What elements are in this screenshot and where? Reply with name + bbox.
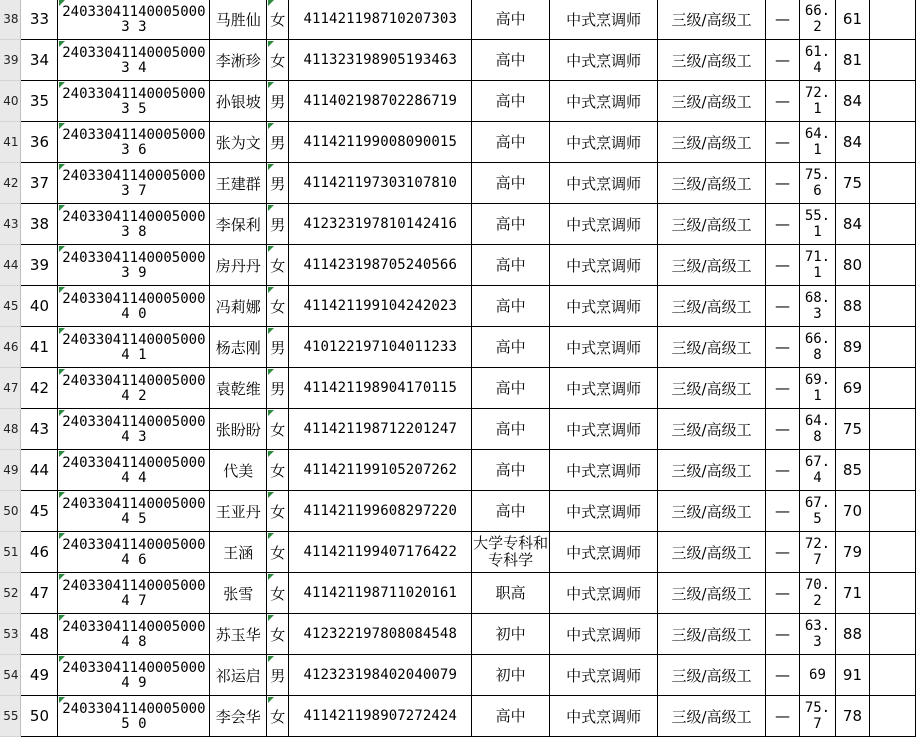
cell-dash[interactable]: — — [766, 122, 800, 163]
cell-level[interactable]: 三级/高级工 — [658, 204, 766, 245]
cell-admission-ticket[interactable]: 240330411400050004 7 — [58, 573, 210, 614]
cell-occupation[interactable]: 中式烹调师 — [550, 655, 658, 696]
cell-theory-score[interactable]: 75. 6 — [800, 163, 836, 204]
cell-serial-number[interactable]: 43 — [21, 409, 58, 450]
cell-name[interactable]: 祁运启 — [210, 655, 267, 696]
cell-level[interactable]: 三级/高级工 — [658, 327, 766, 368]
cell-practical-score[interactable]: 75 — [835, 409, 869, 450]
cell-occupation[interactable]: 中式烹调师 — [550, 450, 658, 491]
cell-education[interactable]: 高中 — [472, 450, 550, 491]
row-header[interactable]: 52 — [0, 573, 21, 614]
cell-practical-score[interactable]: 88 — [835, 286, 869, 327]
cell-admission-ticket[interactable]: 240330411400050005 0 — [58, 696, 210, 737]
cell-level[interactable]: 三级/高级工 — [658, 122, 766, 163]
cell-theory-score[interactable]: 55. 1 — [800, 204, 836, 245]
cell-dash[interactable]: — — [766, 81, 800, 122]
cell-admission-ticket[interactable]: 240330411400050003 6 — [58, 122, 210, 163]
cell-id-number[interactable]: 411421198904170115 — [289, 368, 472, 409]
cell-education[interactable]: 高中 — [472, 696, 550, 737]
cell-level[interactable]: 三级/高级工 — [658, 368, 766, 409]
cell-name[interactable]: 袁乾维 — [210, 368, 267, 409]
cell-gender[interactable]: 女 — [267, 696, 289, 737]
row-header[interactable]: 45 — [0, 286, 21, 327]
cell-admission-ticket[interactable]: 240330411400050004 5 — [58, 491, 210, 532]
cell-theory-score[interactable]: 66. 8 — [800, 327, 836, 368]
cell-occupation[interactable]: 中式烹调师 — [550, 368, 658, 409]
table-row — [0, 368, 916, 409]
cell-serial-number[interactable]: 41 — [21, 327, 58, 368]
cell-education[interactable]: 高中 — [472, 81, 550, 122]
row-header[interactable]: 53 — [0, 614, 21, 655]
cell-level[interactable]: 三级/高级工 — [658, 409, 766, 450]
row-header[interactable]: 46 — [0, 327, 21, 368]
row-header[interactable]: 49 — [0, 450, 21, 491]
cell-serial-number[interactable]: 34 — [21, 40, 58, 81]
table-row — [0, 204, 916, 245]
cell-empty[interactable] — [869, 696, 915, 737]
cell-practical-score[interactable]: 91 — [835, 655, 869, 696]
cell-name[interactable]: 张盼盼 — [210, 409, 267, 450]
cell-occupation[interactable]: 中式烹调师 — [550, 614, 658, 655]
cell-occupation[interactable]: 中式烹调师 — [550, 327, 658, 368]
cell-theory-score[interactable]: 66. 2 — [800, 0, 836, 40]
cell-serial-number[interactable]: 40 — [21, 286, 58, 327]
cell-serial-number[interactable]: 48 — [21, 614, 58, 655]
cell-id-number[interactable]: 411421199105207262 — [289, 450, 472, 491]
cell-occupation[interactable]: 中式烹调师 — [550, 122, 658, 163]
cell-serial-number[interactable]: 47 — [21, 573, 58, 614]
table-row — [0, 163, 916, 204]
cell-name[interactable]: 王涵 — [210, 532, 267, 573]
table-row — [0, 532, 916, 573]
cell-id-number[interactable]: 411421197303107810 — [289, 163, 472, 204]
cell-gender[interactable]: 男 — [267, 368, 289, 409]
cell-serial-number[interactable]: 33 — [21, 0, 58, 40]
cell-occupation[interactable]: 中式烹调师 — [550, 491, 658, 532]
cell-admission-ticket[interactable]: 240330411400050003 4 — [58, 40, 210, 81]
cell-gender[interactable]: 女 — [267, 450, 289, 491]
cell-name[interactable]: 房丹丹 — [210, 245, 267, 286]
cell-level[interactable]: 三级/高级工 — [658, 573, 766, 614]
cell-level[interactable]: 三级/高级工 — [658, 655, 766, 696]
cell-name[interactable]: 李会华 — [210, 696, 267, 737]
cell-serial-number[interactable]: 46 — [21, 532, 58, 573]
table-row — [0, 696, 916, 737]
cell-level[interactable]: 三级/高级工 — [658, 245, 766, 286]
cell-id-number[interactable]: 411323198905193463 — [289, 40, 472, 81]
cell-id-number[interactable]: 412323197810142416 — [289, 204, 472, 245]
cell-practical-score[interactable]: 84 — [835, 122, 869, 163]
row-header[interactable]: 54 — [0, 655, 21, 696]
cell-gender[interactable]: 女 — [267, 286, 289, 327]
cell-empty[interactable] — [869, 81, 915, 122]
cell-practical-score[interactable]: 69 — [835, 368, 869, 409]
cell-empty[interactable] — [869, 450, 915, 491]
cell-dash[interactable]: — — [766, 696, 800, 737]
table-row — [0, 614, 916, 655]
cell-practical-score[interactable]: 70 — [835, 491, 869, 532]
cell-practical-score[interactable]: 85 — [835, 450, 869, 491]
cell-theory-score[interactable]: 61. 4 — [800, 40, 836, 81]
cell-level[interactable]: 三级/高级工 — [658, 40, 766, 81]
cell-name[interactable]: 李保利 — [210, 204, 267, 245]
cell-education[interactable]: 高中 — [472, 245, 550, 286]
cell-gender[interactable]: 女 — [267, 40, 289, 81]
cell-occupation[interactable]: 中式烹调师 — [550, 204, 658, 245]
cell-admission-ticket[interactable]: 240330411400050003 9 — [58, 245, 210, 286]
cell-level[interactable]: 三级/高级工 — [658, 81, 766, 122]
cell-education[interactable]: 高中 — [472, 286, 550, 327]
cell-occupation[interactable]: 中式烹调师 — [550, 532, 658, 573]
cell-id-number[interactable]: 412323198402040079 — [289, 655, 472, 696]
cell-gender[interactable]: 女 — [267, 614, 289, 655]
cell-admission-ticket[interactable]: 240330411400050004 3 — [58, 409, 210, 450]
cell-name[interactable]: 杨志刚 — [210, 327, 267, 368]
cell-education[interactable]: 高中 — [472, 40, 550, 81]
cell-id-number[interactable]: 411423198705240566 — [289, 245, 472, 286]
table-row — [0, 122, 916, 163]
cell-theory-score[interactable]: 72. 1 — [800, 81, 836, 122]
cell-dash[interactable]: — — [766, 40, 800, 81]
cell-admission-ticket[interactable]: 240330411400050003 3 — [58, 0, 210, 40]
cell-empty[interactable] — [869, 532, 915, 573]
cell-practical-score[interactable]: 81 — [835, 40, 869, 81]
cell-admission-ticket[interactable]: 240330411400050004 0 — [58, 286, 210, 327]
cell-empty[interactable] — [869, 491, 915, 532]
cell-education[interactable]: 大学专科和专科学 — [472, 532, 550, 573]
table-row — [0, 573, 916, 614]
cell-dash[interactable]: — — [766, 573, 800, 614]
cell-practical-score[interactable]: 71 — [835, 573, 869, 614]
cell-name[interactable]: 孙银坡 — [210, 81, 267, 122]
cell-empty[interactable] — [869, 614, 915, 655]
cell-level[interactable]: 三级/高级工 — [658, 614, 766, 655]
row-header[interactable]: 43 — [0, 204, 21, 245]
cell-occupation[interactable]: 中式烹调师 — [550, 286, 658, 327]
cell-name[interactable]: 王亚丹 — [210, 491, 267, 532]
cell-practical-score[interactable]: 80 — [835, 245, 869, 286]
cell-gender[interactable]: 男 — [267, 81, 289, 122]
row-header[interactable]: 50 — [0, 491, 21, 532]
cell-level[interactable]: 三级/高级工 — [658, 450, 766, 491]
cell-theory-score[interactable]: 75. 7 — [800, 696, 836, 737]
cell-education[interactable]: 高中 — [472, 122, 550, 163]
cell-admission-ticket[interactable]: 240330411400050004 1 — [58, 327, 210, 368]
cell-admission-ticket[interactable]: 240330411400050004 9 — [58, 655, 210, 696]
cell-education[interactable]: 高中 — [472, 327, 550, 368]
cell-dash[interactable]: — — [766, 368, 800, 409]
cell-dash[interactable]: — — [766, 245, 800, 286]
cell-empty[interactable] — [869, 204, 915, 245]
cell-id-number[interactable]: 411421199008090015 — [289, 122, 472, 163]
cell-serial-number[interactable]: 37 — [21, 163, 58, 204]
cell-theory-score[interactable]: 64. 1 — [800, 122, 836, 163]
cell-practical-score[interactable]: 88 — [835, 614, 869, 655]
cell-gender[interactable]: 女 — [267, 245, 289, 286]
cell-occupation[interactable]: 中式烹调师 — [550, 696, 658, 737]
row-header[interactable]: 39 — [0, 40, 21, 81]
cell-practical-score[interactable]: 84 — [835, 204, 869, 245]
cell-practical-score[interactable]: 78 — [835, 696, 869, 737]
cell-name[interactable]: 张为文 — [210, 122, 267, 163]
cell-gender[interactable]: 女 — [267, 491, 289, 532]
cell-id-number[interactable]: 410122197104011233 — [289, 327, 472, 368]
cell-practical-score[interactable]: 89 — [835, 327, 869, 368]
cell-gender[interactable]: 男 — [267, 163, 289, 204]
cell-dash[interactable]: — — [766, 450, 800, 491]
cell-theory-score[interactable]: 64. 8 — [800, 409, 836, 450]
cell-serial-number[interactable]: 35 — [21, 81, 58, 122]
cell-education[interactable]: 高中 — [472, 204, 550, 245]
cell-dash[interactable]: — — [766, 491, 800, 532]
cell-practical-score[interactable]: 79 — [835, 532, 869, 573]
cell-id-number[interactable]: 411421198710207303 — [289, 0, 472, 40]
cell-theory-score[interactable]: 68. 3 — [800, 286, 836, 327]
cell-admission-ticket[interactable]: 240330411400050003 8 — [58, 204, 210, 245]
cell-occupation[interactable]: 中式烹调师 — [550, 81, 658, 122]
cell-dash[interactable]: — — [766, 204, 800, 245]
cell-education[interactable]: 高中 — [472, 368, 550, 409]
cell-level[interactable]: 三级/高级工 — [658, 532, 766, 573]
cell-level[interactable]: 三级/高级工 — [658, 163, 766, 204]
table-row — [0, 0, 916, 40]
cell-id-number[interactable]: 411421199104242023 — [289, 286, 472, 327]
cell-empty[interactable] — [869, 286, 915, 327]
cell-admission-ticket[interactable]: 240330411400050004 4 — [58, 450, 210, 491]
cell-name[interactable]: 代美 — [210, 450, 267, 491]
cell-dash[interactable]: — — [766, 614, 800, 655]
cell-admission-ticket[interactable]: 240330411400050004 8 — [58, 614, 210, 655]
cell-serial-number[interactable]: 36 — [21, 122, 58, 163]
cell-practical-score[interactable]: 61 — [835, 0, 869, 40]
cell-theory-score[interactable]: 70. 2 — [800, 573, 836, 614]
table-row — [0, 327, 916, 368]
cell-gender[interactable]: 男 — [267, 122, 289, 163]
cell-serial-number[interactable]: 42 — [21, 368, 58, 409]
cell-occupation[interactable]: 中式烹调师 — [550, 0, 658, 40]
cell-level[interactable]: 三级/高级工 — [658, 0, 766, 40]
cell-occupation[interactable]: 中式烹调师 — [550, 409, 658, 450]
table-row — [0, 40, 916, 81]
cell-gender[interactable]: 女 — [267, 573, 289, 614]
cell-theory-score[interactable]: 69 — [800, 655, 836, 696]
cell-dash[interactable]: — — [766, 286, 800, 327]
cell-gender[interactable]: 女 — [267, 0, 289, 40]
cell-practical-score[interactable]: 75 — [835, 163, 869, 204]
cell-level[interactable]: 三级/高级工 — [658, 696, 766, 737]
cell-gender[interactable]: 女 — [267, 532, 289, 573]
row-header[interactable]: 40 — [0, 81, 21, 122]
cell-theory-score[interactable]: 69. 1 — [800, 368, 836, 409]
cell-name[interactable]: 苏玉华 — [210, 614, 267, 655]
cell-gender[interactable]: 男 — [267, 655, 289, 696]
cell-serial-number[interactable]: 45 — [21, 491, 58, 532]
cell-empty[interactable] — [869, 163, 915, 204]
cell-admission-ticket[interactable]: 240330411400050004 6 — [58, 532, 210, 573]
cell-empty[interactable] — [869, 409, 915, 450]
cell-admission-ticket[interactable]: 240330411400050003 5 — [58, 81, 210, 122]
cell-name[interactable]: 冯莉娜 — [210, 286, 267, 327]
cell-occupation[interactable]: 中式烹调师 — [550, 40, 658, 81]
cell-id-number[interactable]: 411421198907272424 — [289, 696, 472, 737]
cell-gender[interactable]: 男 — [267, 327, 289, 368]
cell-serial-number[interactable]: 44 — [21, 450, 58, 491]
cell-admission-ticket[interactable]: 240330411400050004 2 — [58, 368, 210, 409]
cell-dash[interactable]: — — [766, 655, 800, 696]
table-row — [0, 245, 916, 286]
cell-name[interactable]: 王建群 — [210, 163, 267, 204]
cell-serial-number[interactable]: 38 — [21, 204, 58, 245]
row-header[interactable]: 41 — [0, 122, 21, 163]
cell-id-number[interactable]: 411421198711020161 — [289, 573, 472, 614]
cell-id-number[interactable]: 411402198702286719 — [289, 81, 472, 122]
table-row — [0, 286, 916, 327]
cell-name[interactable]: 张雪 — [210, 573, 267, 614]
row-header[interactable]: 51 — [0, 532, 21, 573]
cell-serial-number[interactable]: 50 — [21, 696, 58, 737]
cell-id-number[interactable]: 411421199608297220 — [289, 491, 472, 532]
cell-theory-score[interactable]: 72. 7 — [800, 532, 836, 573]
cell-dash[interactable]: — — [766, 163, 800, 204]
cell-theory-score[interactable]: 71. 1 — [800, 245, 836, 286]
cell-theory-score[interactable]: 67. 5 — [800, 491, 836, 532]
cell-dash[interactable]: — — [766, 532, 800, 573]
cell-level[interactable]: 三级/高级工 — [658, 286, 766, 327]
cell-education[interactable]: 初中 — [472, 655, 550, 696]
cell-gender[interactable]: 男 — [267, 204, 289, 245]
row-header[interactable]: 48 — [0, 409, 21, 450]
cell-empty[interactable] — [869, 40, 915, 81]
cell-education[interactable]: 职高 — [472, 573, 550, 614]
cell-name[interactable]: 李淅珍 — [210, 40, 267, 81]
table-row — [0, 450, 916, 491]
cell-practical-score[interactable]: 84 — [835, 81, 869, 122]
cell-education[interactable]: 高中 — [472, 0, 550, 40]
cell-id-number[interactable]: 412322197808084548 — [289, 614, 472, 655]
cell-empty[interactable] — [869, 368, 915, 409]
cell-serial-number[interactable]: 49 — [21, 655, 58, 696]
cell-id-number[interactable]: 411421198712201247 — [289, 409, 472, 450]
cell-education[interactable]: 高中 — [472, 409, 550, 450]
cell-level[interactable]: 三级/高级工 — [658, 491, 766, 532]
cell-id-number[interactable]: 411421199407176422 — [289, 532, 472, 573]
cell-empty[interactable] — [869, 327, 915, 368]
row-header[interactable]: 47 — [0, 368, 21, 409]
cell-empty[interactable] — [869, 0, 915, 40]
cell-empty[interactable] — [869, 122, 915, 163]
cell-dash[interactable]: — — [766, 0, 800, 40]
table-row — [0, 81, 916, 122]
cell-dash[interactable]: — — [766, 327, 800, 368]
cell-dash[interactable]: — — [766, 409, 800, 450]
cell-empty[interactable] — [869, 655, 915, 696]
cell-gender[interactable]: 女 — [267, 409, 289, 450]
row-header[interactable]: 55 — [0, 696, 21, 737]
cell-occupation[interactable]: 中式烹调师 — [550, 163, 658, 204]
cell-name[interactable]: 马胜仙 — [210, 0, 267, 40]
cell-theory-score[interactable]: 67. 4 — [800, 450, 836, 491]
table-row — [0, 655, 916, 696]
row-header[interactable]: 38 — [0, 0, 21, 40]
table-row — [0, 409, 916, 450]
cell-empty[interactable] — [869, 245, 915, 286]
cell-admission-ticket[interactable]: 240330411400050003 7 — [58, 163, 210, 204]
cell-education[interactable]: 高中 — [472, 163, 550, 204]
table-row — [0, 491, 916, 532]
cell-education[interactable]: 高中 — [472, 491, 550, 532]
row-header[interactable]: 44 — [0, 245, 21, 286]
cell-empty[interactable] — [869, 573, 915, 614]
cell-serial-number[interactable]: 39 — [21, 245, 58, 286]
cell-education[interactable]: 初中 — [472, 614, 550, 655]
cell-theory-score[interactable]: 63. 3 — [800, 614, 836, 655]
row-header[interactable]: 42 — [0, 163, 21, 204]
cell-occupation[interactable]: 中式烹调师 — [550, 245, 658, 286]
cell-occupation[interactable]: 中式烹调师 — [550, 573, 658, 614]
